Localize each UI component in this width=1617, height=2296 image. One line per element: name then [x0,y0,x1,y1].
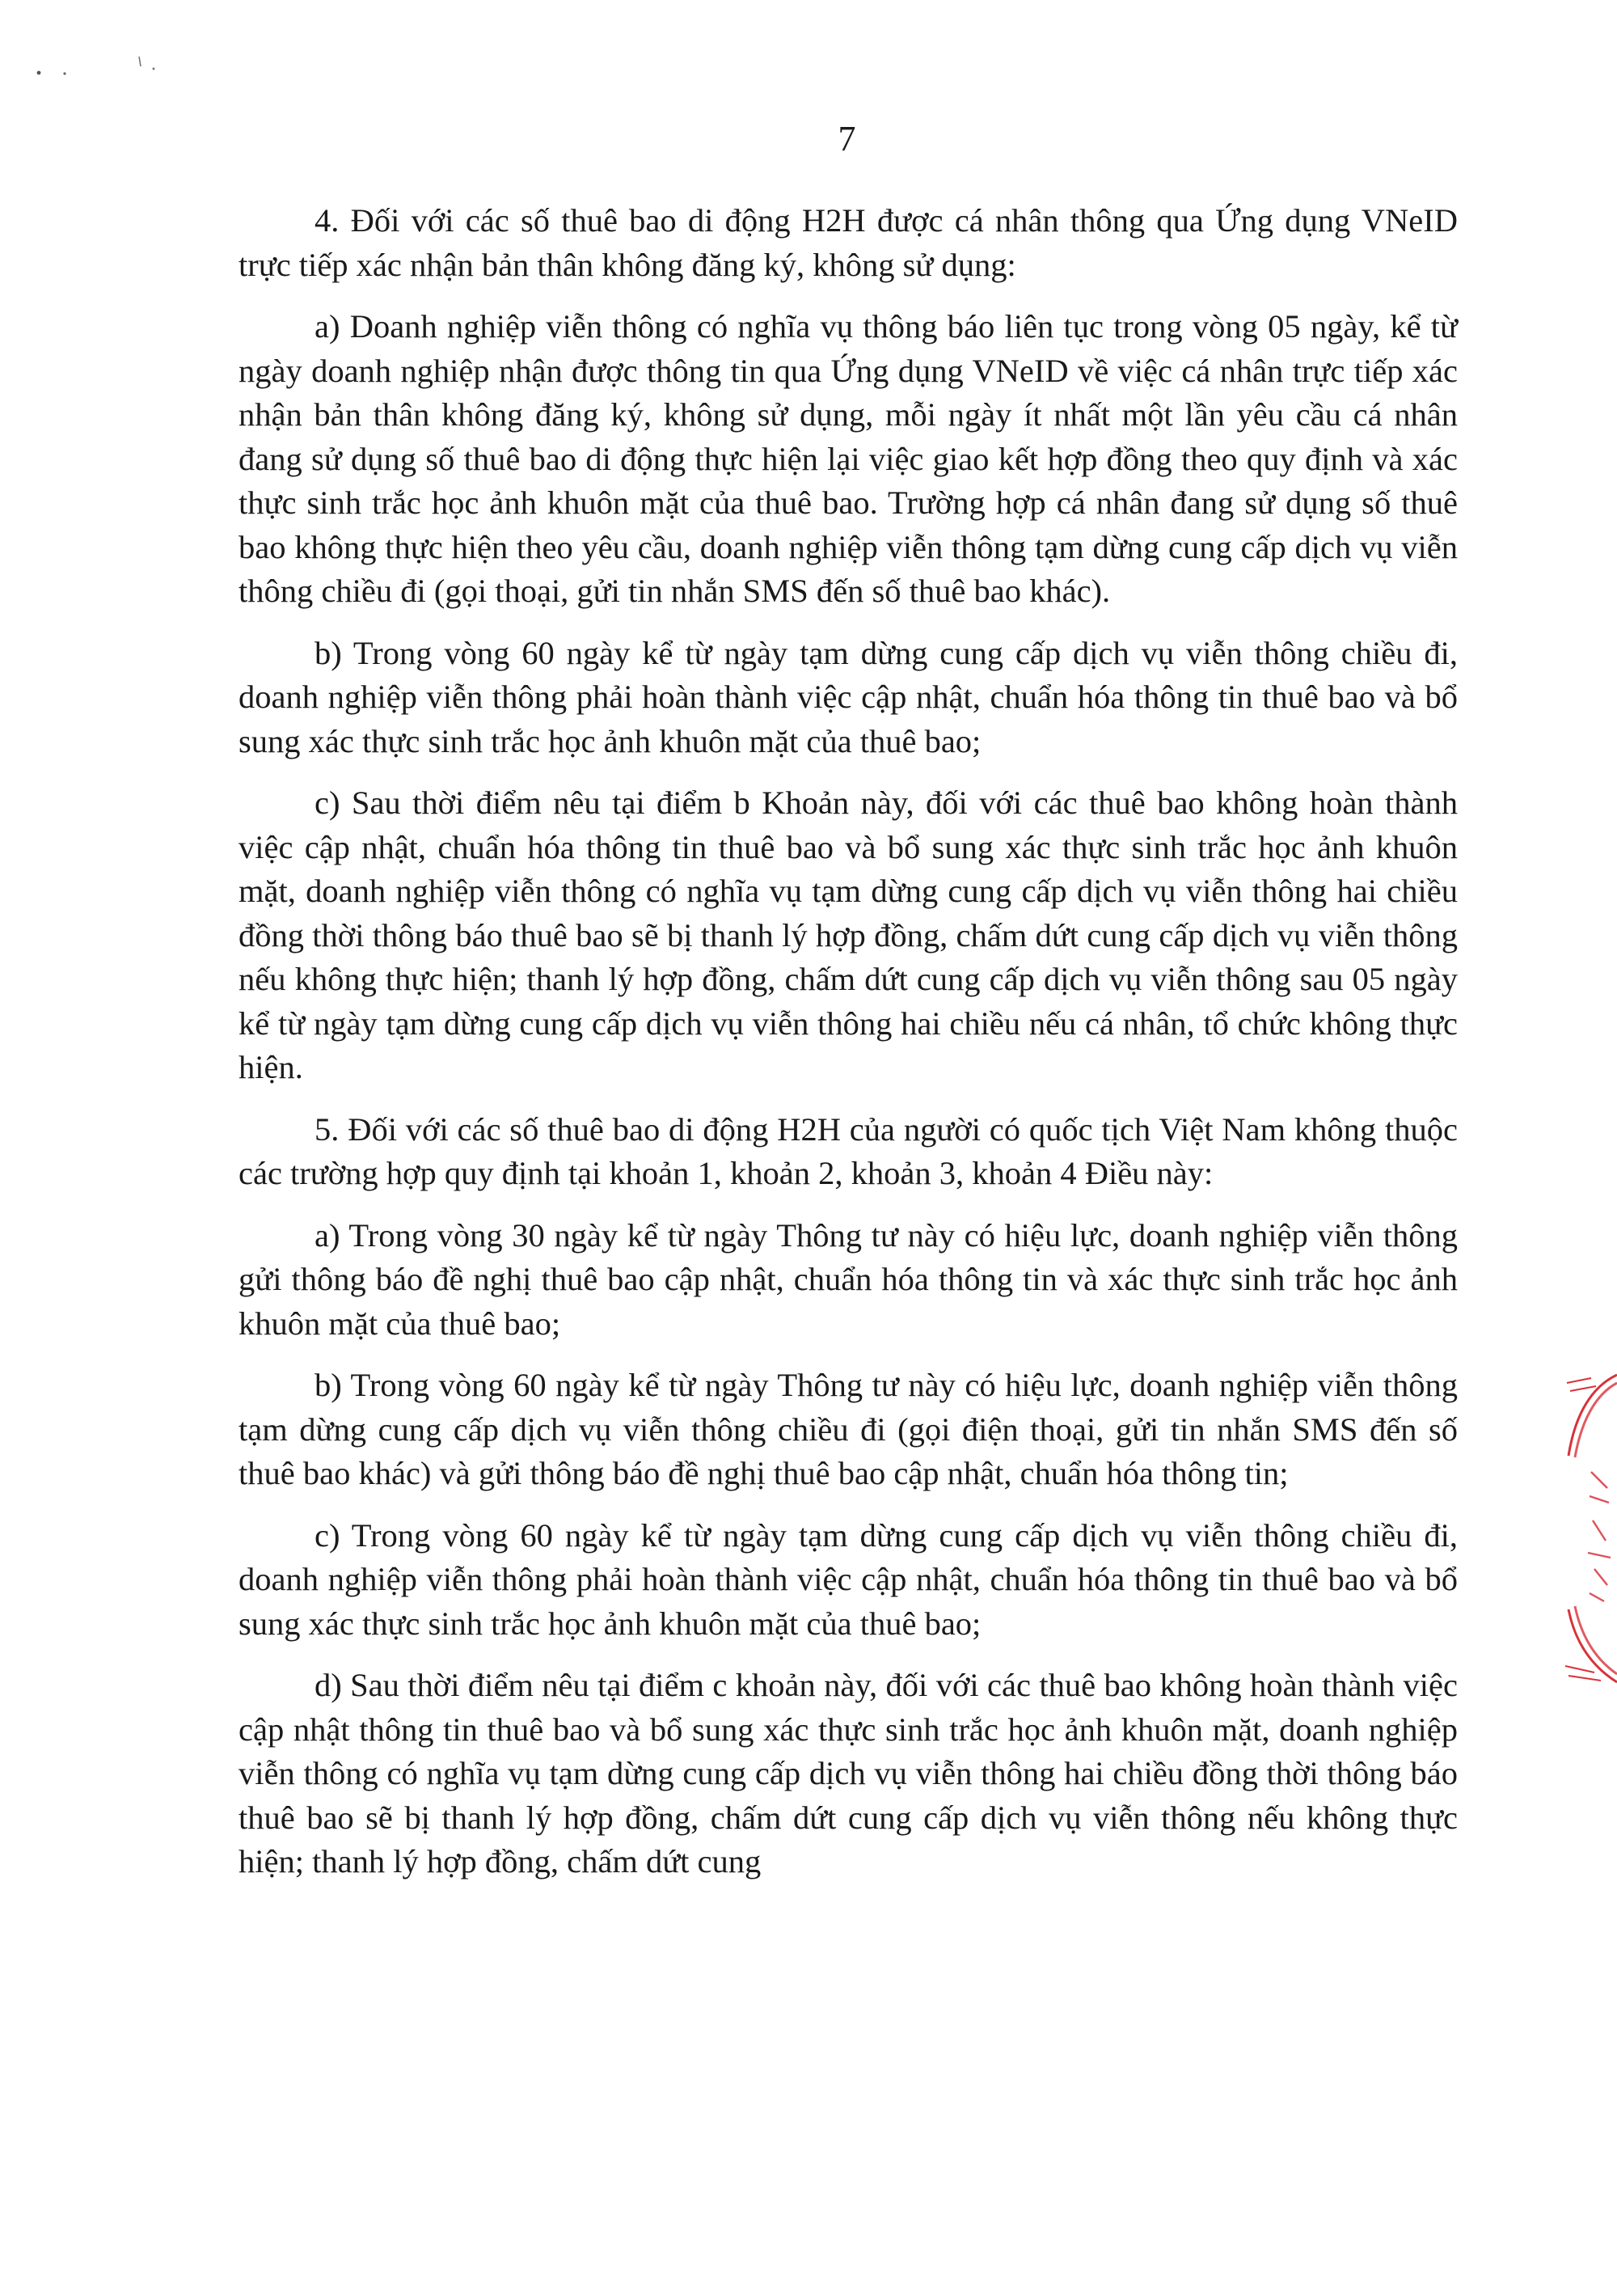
clause-5-point-d: d) Sau thời điểm nêu tại điểm c khoản này, đối với các thuê bao không hoàn thành việc cập nhật thông tin thuê bao và bổ sung xác thực sinh trắc học ảnh khuôn mặt, doanh nghiệp viễn thông có nghĩa vụ tạm dừng cung cấp dịch vụ viễn thông hai chiều đồng thời thông báo thuê bao sẽ bị thanh lý hợp đồng, chấm dứt cung cấp dịch vụ viễn thông nếu không thực hiện; thanh lý hợp đồng, chấm dứt cung [239,1667,1458,1880]
document-body [239,199,1458,1884]
clause-5-intro: 5. Đối với các số thuê bao di động H2H của người có quốc tịch Việt Nam không thuộc các trường hợp quy định tại khoản 1, khoản 2, khoản 3, khoản 4 Điều này: [239,1110,1458,1191]
clause-5-point-b: b) Trong vòng 60 ngày kể từ ngày Thông tư này có hiệu lực, doanh nghiệp viễn thông tạm dừng cung cấp dịch vụ viễn thông chiều đi (gọi điện thoại, gửi tin nhắn SMS đến số thuê bao khác) và gửi thông báo đề nghị thuê bao cập nhật, chuẩn hóa thông tin; [239,1367,1458,1491]
clause-4-point-a: a) Doanh nghiệp viễn thông có nghĩa vụ thông báo liên tục trong vòng 05 ngày, kể từ ngày doanh nghiệp nhận được thông tin qua Ứng dụng VNeID về việc cá nhân trực tiếp xác nhận bản thân không đăng ký, không sử dụng, mỗi ngày ít nhất một lần yêu cầu cá nhân đang sử dụng số thuê bao di động thực hiện lại việc giao kết hợp đồng theo quy định và xác thực sinh trắc học ảnh khuôn mặt của thuê bao. Trường hợp cá nhân đang sử dụng số thuê bao không thực hiện theo yêu cầu, doanh nghiệp viễn thông tạm dừng cung cấp dịch vụ viễn thông chiều đi (gọi thoại, gửi tin nhắn SMS đến số thuê bao khác). [239,308,1458,609]
clause-5-point-c: c) Trong vòng 60 ngày kể từ ngày tạm dừng cung cấp dịch vụ viễn thông chiều đi, doanh nghiệp viễn thông phải hoàn thành việc cập nhật, chuẩn hóa thông tin thuê bao và bổ sung xác thực sinh trắc học ảnh khuôn mặt của thuê bao; [239,1516,1458,1642]
red-seal-stamp-edge [1559,1367,1617,1690]
clause-4-point-b: b) Trong vòng 60 ngày kể từ ngày tạm dừng cung cấp dịch vụ viễn thông chiều đi, doanh nghiệp viễn thông phải hoàn thành việc cập nhật, chuẩn hóa thông tin thuê bao và bổ sung xác thực sinh trắc học ảnh khuôn mặt của thuê bao; [239,634,1458,759]
scan-speck-marks [32,49,162,81]
clause-4-intro: 4. Đối với các số thuê bao di động H2H được cá nhân thông qua Ứng dụng VNeID trực tiếp xác nhận bản thân không đăng ký, không sử dụng: [239,202,1458,283]
clause-5-point-a: a) Trong vòng 30 ngày kể từ ngày Thông tư này có hiệu lực, doanh nghiệp viễn thông gửi thông báo đề nghị thuê bao cập nhật, chuẩn hóa thông tin và xác thực sinh trắc học ảnh khuôn mặt của thuê bao; [239,1216,1458,1342]
page-number: 7 [838,119,856,159]
clause-4-point-c: c) Sau thời điểm nêu tại điểm b Khoản này, đối với các thuê bao không hoàn thành việc cập nhật, chuẩn hóa thông tin thuê bao và bổ sung xác thực sinh trắc học ảnh khuôn mặt, doanh nghiệp viễn thông có nghĩa vụ tạm dừng cung cấp dịch vụ viễn thông hai chiều đồng thời thông báo thuê bao sẽ bị thanh lý hợp đồng, chấm dứt cung cấp dịch vụ viễn thông nếu không thực hiện; thanh lý hợp đồng, chấm dứt cung cấp dịch vụ viễn thông sau 05 ngày kể từ ngày tạm dừng cung cấp dịch vụ viễn thông hai chiều nếu cá nhân, tổ chức không thực hiện. [239,784,1458,1085]
